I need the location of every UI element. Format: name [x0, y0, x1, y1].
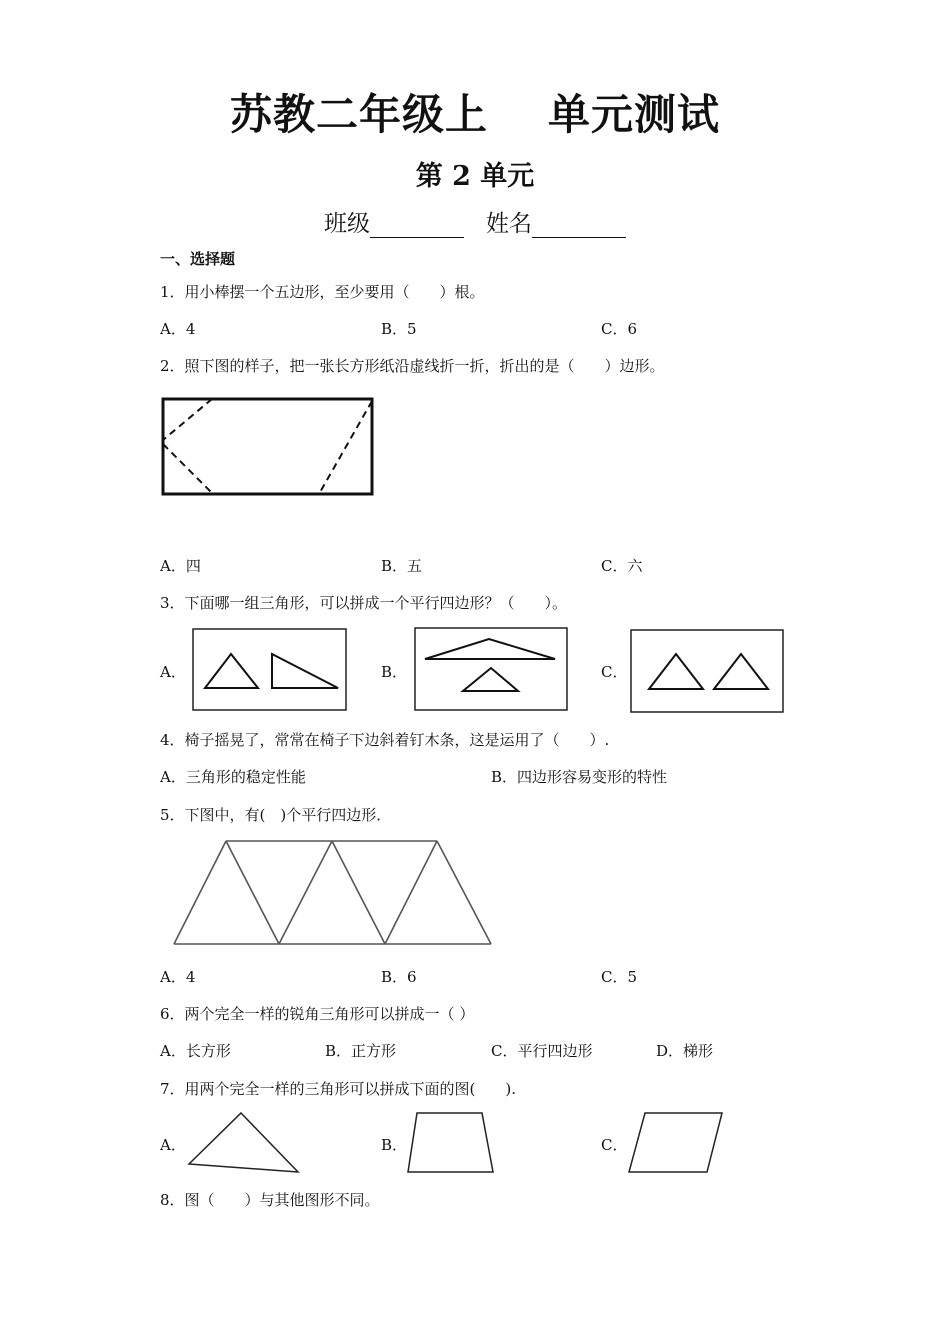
- q2-option-c[interactable]: C．六: [601, 557, 643, 575]
- q1-option-b[interactable]: B．5: [381, 320, 417, 338]
- class-name-line: [0, 205, 950, 238]
- page-title: [0, 82, 950, 142]
- q4-option-b[interactable]: B．四边形容易变形的特性: [491, 768, 668, 786]
- q5-option-a[interactable]: A．4: [160, 968, 196, 986]
- question-7: 7．用两个完全一样的三角形可以拼成下面的图( ).: [160, 1080, 517, 1098]
- q2-option-b[interactable]: B．五: [381, 557, 423, 575]
- name-blank[interactable]: [532, 215, 626, 238]
- q6-option-c[interactable]: C．平行四边形: [491, 1042, 593, 1060]
- question-3: 3．下面哪一组三角形，可以拼成一个平行四边形？（ ）。: [160, 594, 568, 612]
- q4-option-a[interactable]: A．三角形的稳定性能: [160, 768, 306, 786]
- q7-option-a[interactable]: A．: [160, 1136, 186, 1154]
- q6-option-b[interactable]: B．正方形: [325, 1042, 397, 1060]
- question-2: 2．照下图的样子，把一张长方形纸沿虚线折一折，折出的是（ ）边形。: [160, 357, 665, 375]
- question-4: 4．椅子摇晃了，常常在椅子下边斜着钉木条，这是运用了（ ）.: [160, 731, 610, 749]
- question-1: 1．用小棒摆一个五边形，至少要用（ ）根。: [160, 283, 485, 301]
- q7-option-c[interactable]: C．: [601, 1136, 628, 1154]
- q7-parallelogram-figure[interactable]: [627, 1110, 725, 1176]
- q3-option-c[interactable]: C．: [601, 663, 628, 681]
- question-8: 8．图（ ）与其他图形不同。: [160, 1191, 380, 1209]
- q7-option-b[interactable]: B．: [381, 1136, 408, 1154]
- question-5: 5．下图中，有( )个平行四边形．: [160, 806, 392, 824]
- q7-triangle-figure[interactable]: [186, 1110, 302, 1176]
- title-right: 单元测试: [548, 90, 721, 139]
- q3-figure-c[interactable]: [630, 629, 785, 713]
- title-left: 苏教二年级上: [229, 90, 488, 139]
- q6-option-d[interactable]: D．梯形: [656, 1042, 714, 1060]
- q3-figure-b[interactable]: [414, 627, 569, 712]
- q7-trapezoid-figure[interactable]: [406, 1110, 496, 1176]
- q6-option-a[interactable]: A．长方形: [160, 1042, 231, 1060]
- q2-option-a[interactable]: A．四: [160, 557, 201, 575]
- section-title: 一、选择题: [160, 250, 236, 268]
- name-label: 姓名: [486, 211, 532, 237]
- q5-triangles-figure: [170, 838, 496, 948]
- q5-option-c[interactable]: C．5: [601, 968, 638, 986]
- q1-option-a[interactable]: A．4: [160, 320, 196, 338]
- q5-option-b[interactable]: B．6: [381, 968, 417, 986]
- q1-option-c[interactable]: C．6: [601, 320, 638, 338]
- unit-subtitle: 第 2 单元: [415, 161, 535, 192]
- q3-option-a[interactable]: A．: [160, 663, 186, 681]
- q2-folded-paper-figure: [160, 396, 376, 498]
- class-blank[interactable]: [370, 215, 464, 238]
- question-6: 6．两个完全一样的锐角三角形可以拼成一（ ）: [160, 1005, 475, 1023]
- class-label: 班级: [324, 211, 370, 237]
- q3-option-b[interactable]: B．: [381, 663, 408, 681]
- q3-figure-a[interactable]: [192, 628, 348, 712]
